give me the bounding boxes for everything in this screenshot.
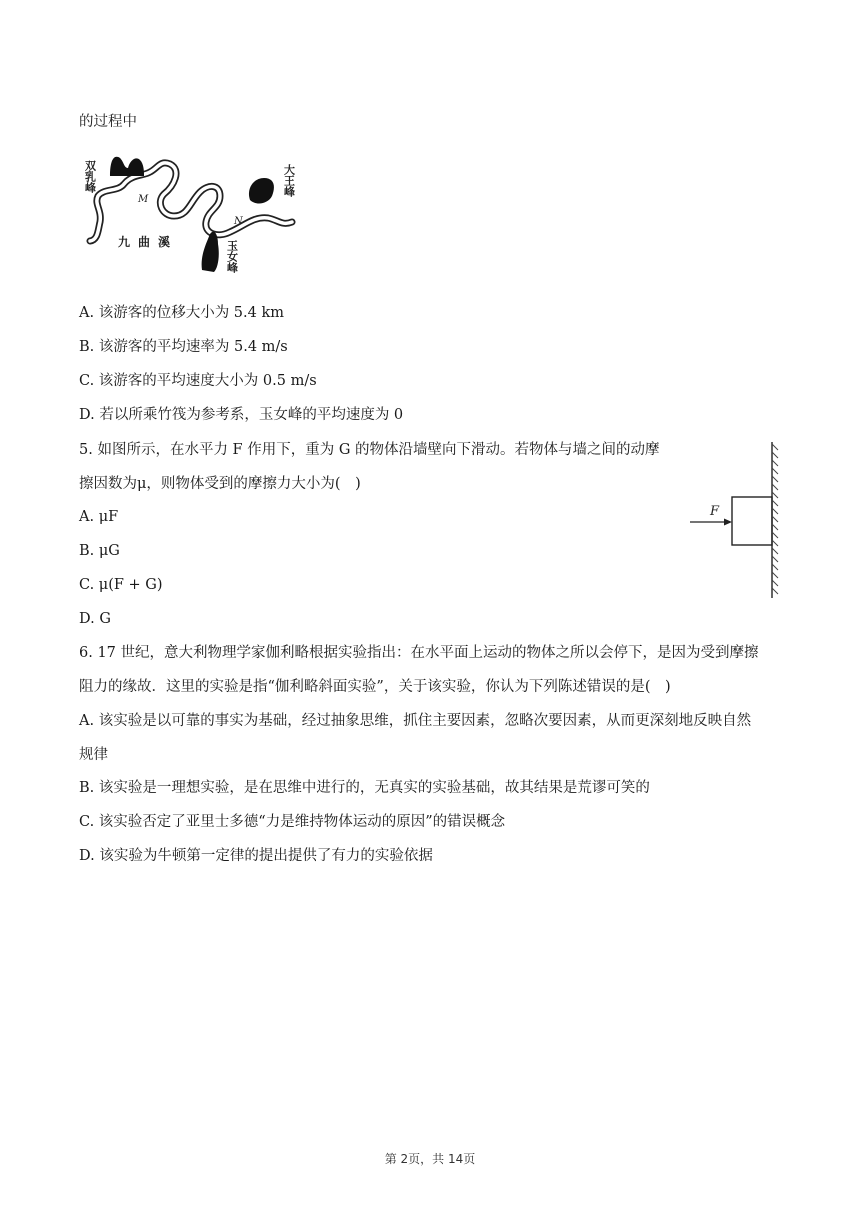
q5-stem-line2: 擦因数为μ，则物体受到的摩擦力大小为( ) xyxy=(79,476,361,492)
q4-option-b: B. 该游客的平均速率为 5.4 m/s xyxy=(79,339,288,355)
q4-option-c: C. 该游客的平均速度大小为 0.5 m/s xyxy=(79,373,317,389)
label-yunv: 玉女峰 xyxy=(225,240,239,273)
page-footer: 第 2页，共 14页 xyxy=(384,1152,476,1166)
q6-option-a-line2: 规律 xyxy=(79,747,108,763)
intro-line: 的过程中 xyxy=(79,114,137,130)
q6-stem-line1: 6. 17 世纪，意大利物理学家伽利略根据实验指出：在水平面上运动的物体之所以会停下，是因为受到摩擦 xyxy=(79,645,759,661)
wall-hatching xyxy=(772,444,778,594)
label-dawang: 大王峰 xyxy=(282,164,296,197)
q5-stem-line1: 5. 如图所示，在水平力 F 作用下，重为 G 的物体沿墙壁向下滑动。若物体与墙之间的动摩 xyxy=(79,442,660,458)
wall-block-figure xyxy=(686,440,786,602)
block xyxy=(732,497,772,545)
q6-option-b: B. 该实验是一理想实验，是在思维中进行的，无真实的实验基础，故其结果是荒谬可笑的 xyxy=(79,780,650,796)
q4-option-a: A. 该游客的位移大小为 5.4 km xyxy=(79,305,285,321)
q5-option-d: D. G xyxy=(79,611,111,627)
q5-option-a: A. μF xyxy=(79,509,119,525)
twin-peak-shape xyxy=(110,157,144,176)
river-map-figure xyxy=(84,146,306,282)
q5-option-b: B. μG xyxy=(79,543,120,559)
label-shuangru: 双乳峰 xyxy=(84,160,97,193)
q6-option-c: C. 该实验否定了亚里士多德“力是维持物体运动的原因”的错误概念 xyxy=(79,814,506,830)
q4-option-d: D. 若以所乘竹筏为参考系，玉女峰的平均速度为 0 xyxy=(79,407,404,423)
force-label: F xyxy=(710,504,720,519)
q5-option-c: C. μ(F + G) xyxy=(79,577,163,593)
yunv-peak-shape xyxy=(202,232,219,272)
label-n: N xyxy=(234,216,243,227)
label-m: M xyxy=(138,194,149,205)
q6-option-d: D. 该实验为牛顿第一定律的提出提供了有力的实验依据 xyxy=(79,848,433,864)
label-jiuquxi: 九曲溪 xyxy=(118,235,179,249)
q6-stem-line2: 阻力的缘故．这里的实验是指“伽利略斜面实验”，关于该实验，你认为下列陈述错误的是( ) xyxy=(79,679,671,695)
dawang-peak-shape xyxy=(249,178,274,203)
force-arrow-head xyxy=(724,519,732,526)
q6-option-a-line1: A. 该实验是以可靠的事实为基础，经过抽象思维，抓住主要因素，忽略次要因素，从而更深刻地反映自然 xyxy=(79,713,752,729)
